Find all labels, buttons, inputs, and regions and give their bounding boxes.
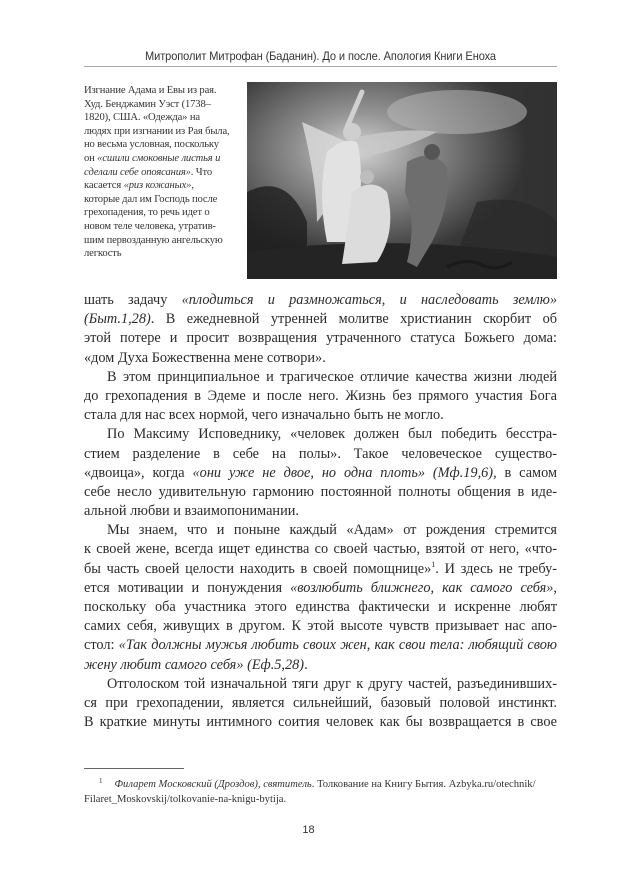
text-run: которые дал им Господь после	[84, 193, 218, 205]
caption-line	[84, 179, 240, 193]
footnote-text: . Толкование на Книгу Бытия. Azbyka.ru/otechnik/	[311, 779, 536, 790]
body-line	[84, 694, 557, 713]
text-run: шим первозданную ангельскую	[84, 234, 223, 246]
text-run: самих себя, живущих в другом. К этой высоте чувств призывает нас апо-	[84, 618, 557, 635]
body-line	[84, 464, 557, 483]
text-run: «двоица», когда	[84, 464, 193, 481]
italic-quote: (Еф.5,28)	[247, 656, 305, 673]
text-run: Отголоском той изначальной тяги друг к другу частей, разъединивших-	[107, 675, 557, 692]
main-body-text	[84, 291, 557, 732]
text-run: грехопадения, то речь идет о	[84, 207, 210, 219]
italic-quote: (Мф.19,6)	[432, 464, 494, 481]
text-run: ,	[191, 180, 194, 192]
body-line	[84, 656, 557, 675]
footnote-reference[interactable]: 1	[431, 559, 436, 569]
italic-quote: сделали себе опоясания»	[84, 166, 191, 178]
text-run: поскольку оба участника этого единства фактически и искренне любят	[84, 599, 557, 615]
caption-line	[84, 220, 240, 234]
footnote	[84, 774, 557, 807]
text-run: бы часть своей целости находить в своей помощнице»	[84, 560, 432, 577]
text-run: Худ. Бенджамин Уэст (1738–	[84, 98, 211, 110]
text-run: людях при изгнании из Рая была,	[84, 125, 230, 137]
text-run: к своей жене, всегда ищет единства со своей частью, взятой от него, «что-	[84, 541, 557, 558]
body-line	[84, 675, 557, 694]
footnote-author: Филарет Московский (Дроздов), святитель	[114, 779, 312, 790]
italic-quote: «риз кожаных»	[123, 180, 192, 192]
page-number: 18	[302, 824, 315, 836]
painting-illustration	[247, 82, 557, 279]
text-run: ,	[553, 579, 557, 596]
text-run: до грехопадения в Эдеме и после него. Жизнь без прямого участия Бога	[84, 387, 557, 404]
text-run: альной любви и взаимопонимании.	[84, 503, 299, 520]
text-run: этой потере и просит возвращения утраченного статуса Божьего дома:	[84, 330, 557, 347]
text-run: ся при грехопадении, является сильнейший, базовый половой инстинкт.	[84, 694, 557, 711]
footnote-number: 1	[99, 777, 103, 785]
body-line	[84, 502, 557, 521]
body-line	[84, 521, 557, 540]
caption-line	[84, 234, 240, 248]
footnote-line-1	[84, 774, 557, 793]
caption-line	[84, 152, 240, 166]
italic-quote: «возлюбить ближнего, как самого себя»	[290, 579, 554, 596]
footnote-divider	[84, 768, 184, 769]
italic-quote: «плодиться и размножаться, и наследовать землю»	[181, 292, 557, 308]
text-run: легкость	[84, 248, 122, 260]
caption-line	[84, 206, 240, 220]
text-run: Мы знаем, что и поныне каждый «Адам» от рождения стремится	[107, 522, 557, 539]
running-head-title: Митрополит Митрофан (Баданин). До и после. Апология Книги Еноха	[145, 49, 496, 63]
text-run: стием разделение в себе на полы». Такое человеческое существо-	[84, 445, 557, 462]
caption-line	[84, 125, 240, 139]
body-line	[84, 483, 557, 502]
text-run: но весьма условная, поскольку	[84, 139, 219, 151]
caption-line	[84, 193, 240, 207]
body-line	[84, 445, 557, 464]
text-run: стол:	[84, 637, 119, 654]
text-run: 1820), США. «Одежда» на	[84, 112, 200, 124]
text-run: . Что	[190, 166, 212, 178]
body-line	[84, 636, 557, 655]
text-run: себе несло удивительную гармонию постоянной полноты общения в иде-	[84, 483, 557, 500]
text-run: В краткие минуты интимного соития человек как бы возвращается в свое	[84, 714, 557, 731]
text-run: «дом Духа Божественна мене сотвори».	[84, 349, 326, 366]
body-line	[84, 349, 557, 368]
footnote-line-2: Filaret_Moskovskij/tolkovanie-na-knigu-bytija.	[84, 793, 287, 805]
caption-line	[84, 111, 240, 125]
body-line	[84, 598, 557, 617]
text-run: шать задачу	[84, 292, 182, 308]
body-line	[84, 310, 557, 329]
text-run: , в самом	[493, 464, 558, 481]
text-run: стала для нас всех нормой, чего изначально быть не могло.	[84, 407, 444, 424]
figure-caption	[84, 84, 240, 261]
text-run: ется мотивации и понуждения	[84, 579, 291, 596]
text-run: . В ежедневной утренней молитве христианин скорбит об	[150, 311, 557, 328]
text-run: Изгнание Адама и Евы из рая.	[84, 85, 217, 96]
body-line	[84, 540, 557, 559]
caption-line	[84, 138, 240, 152]
header-divider	[84, 66, 557, 67]
caption-line	[84, 84, 240, 98]
text-run: касается	[84, 180, 124, 192]
text-run	[425, 465, 433, 481]
caption-line	[84, 166, 240, 180]
caption-line	[84, 247, 240, 261]
caption-line	[84, 98, 240, 112]
italic-quote: «сшили смоковные листья и	[97, 152, 221, 164]
body-line	[84, 329, 557, 348]
body-line	[84, 560, 557, 579]
italic-quote: (Быт.1,28)	[84, 311, 151, 328]
body-line	[84, 617, 557, 636]
body-line	[84, 579, 557, 598]
body-line	[84, 406, 557, 425]
text-run: новом теле человека, утратив-	[84, 220, 216, 232]
body-line	[84, 387, 557, 406]
body-line	[84, 713, 557, 732]
italic-quote: жену любит самого себя»	[84, 656, 244, 673]
text-run: В этом принципиальное и трагическое отличие качества жизни людей	[107, 368, 557, 385]
text-run: . И здесь не требу-	[435, 560, 557, 577]
text-run: .	[304, 656, 308, 673]
text-run: По Максиму Исповеднику, «человек должен был победить бесстра-	[107, 426, 557, 443]
italic-quote: «они уже не двое, но одна плоть»	[192, 464, 425, 481]
text-run: он	[84, 152, 98, 164]
italic-quote: «Так должны мужья любить своих жен, как свои тела: любящий свою	[118, 637, 558, 654]
body-line	[84, 425, 557, 444]
body-line	[84, 368, 557, 387]
body-line	[84, 291, 557, 310]
figure-image-expulsion-from-paradise	[247, 82, 557, 279]
